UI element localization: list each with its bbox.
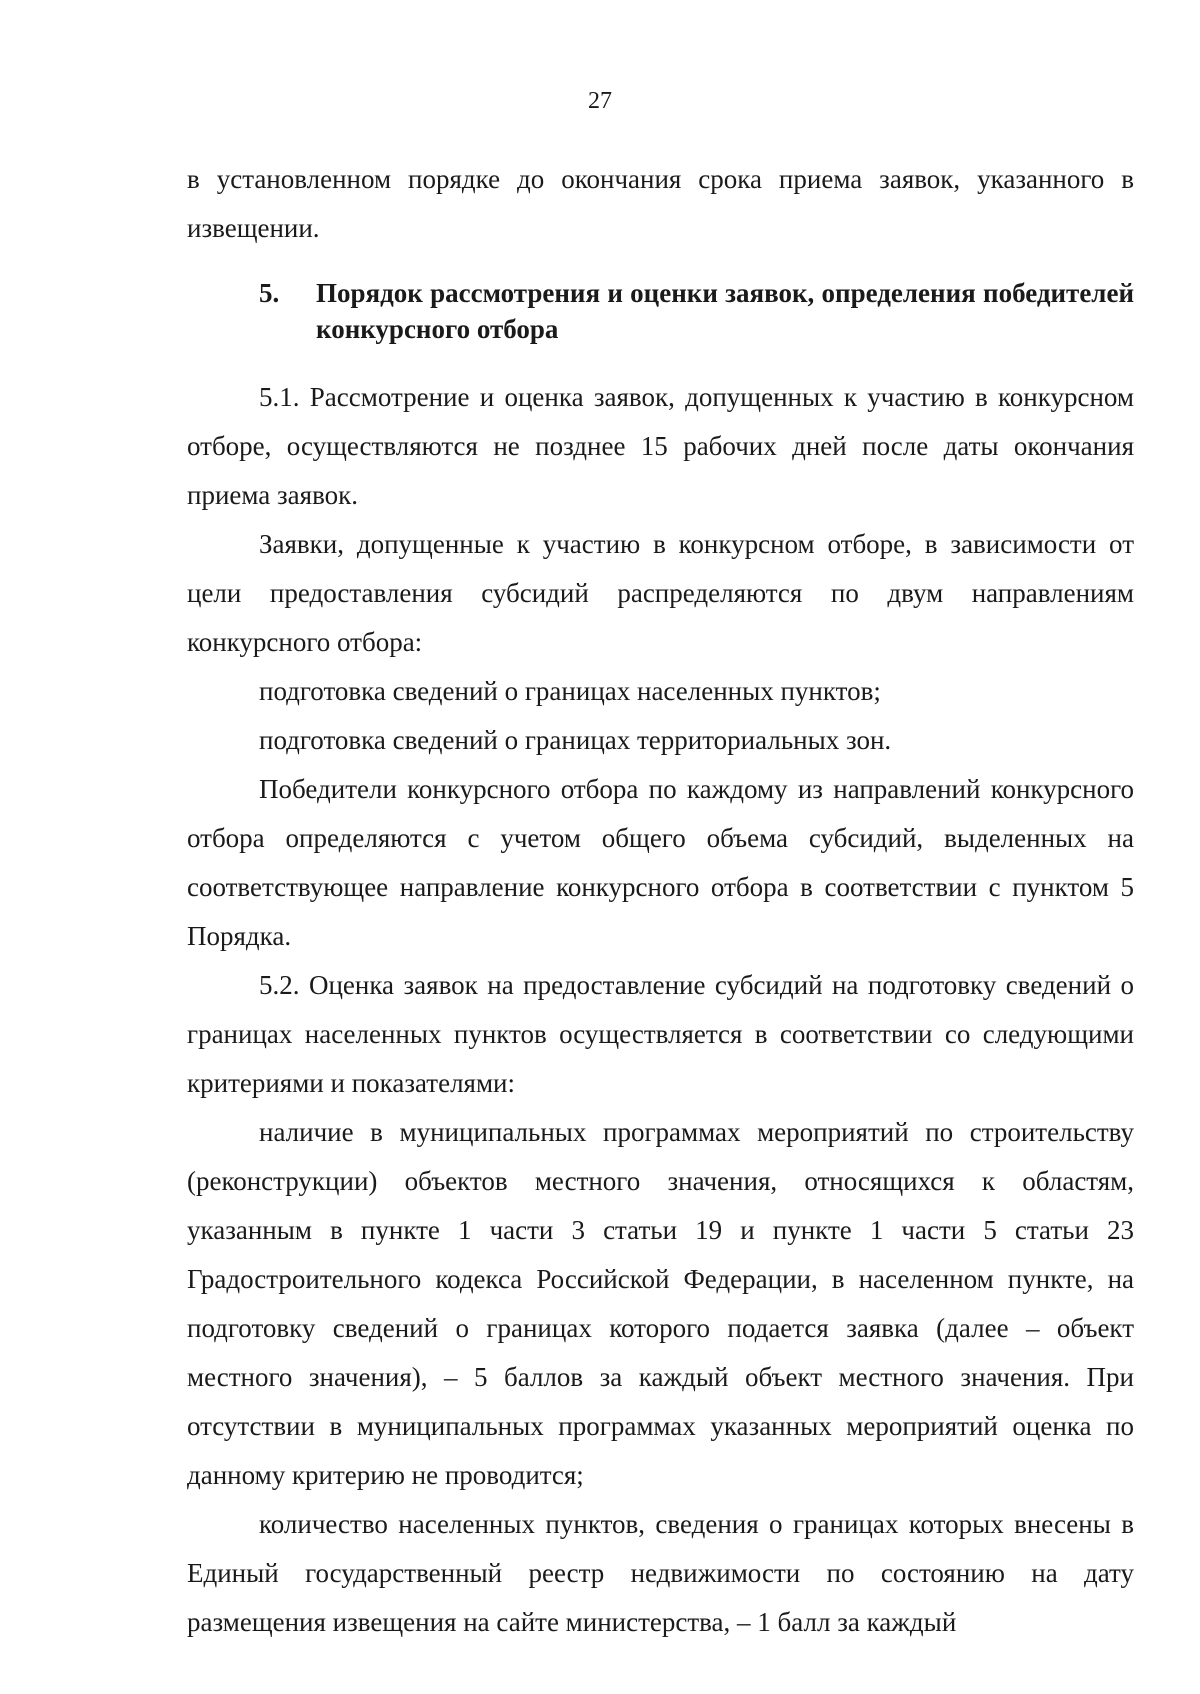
list-item-settlements: подготовка сведений о границах населенных пунктов; (259, 676, 881, 706)
list-item-territorial-zones: подготовка сведений о границах территориальных зон. (259, 725, 892, 755)
criterion-local-objects: наличие в муниципальных программах мероприятий по строительству (реконструкции) объектов местного значения, относящихся к областям, указанным в пункте 1 части 3 статьи 19 и пункте 1 части 5 статьи 23 Градостроительного кодекса Российской Федерации, в населенном пункте, на подготовку сведений о границах которого подается заявка (далее – объект местного значения), – 5 баллов за каждый объект местного значения. При отсутствии в муниципальных программах указанных мероприятий оценка по данному критерию не проводится; (187, 1117, 1134, 1490)
document-body (187, 155, 1134, 1647)
section-title: Порядок рассмотрения и оценки заявок, определения победителей конкурсного отбора (316, 278, 1134, 344)
page-number: 27 (588, 88, 612, 114)
paragraph-5-2: 5.2. Оценка заявок на предоставление субсидий на подготовку сведений о границах населенных пунктов осуществляется в соответствии со следующими критериями и показателями: (187, 970, 1134, 1098)
criterion-settlements-count: количество населенных пунктов, сведения о границах которых внесены в Единый государственный реестр недвижимости по состоянию на дату размещения извещения на сайте министерства, – 1 балл за каждый (187, 1509, 1134, 1637)
paragraph-winners: Победители конкурсного отбора по каждому из направлений конкурсного отбора определяются с учетом общего объема субсидий, выделенных на соответствующее направление конкурсного отбора в соответствии с пунктом 5 Порядка. (187, 774, 1134, 951)
paragraph-directions-intro: Заявки, допущенные к участию в конкурсном отборе, в зависимости от цели предоставления субсидий распределяются по двум направлениям конкурсного отбора: (187, 529, 1134, 657)
paragraph-5-1: 5.1. Рассмотрение и оценка заявок, допущенных к участию в конкурсном отборе, осуществляются не позднее 15 рабочих дней после даты окончания приема заявок. (187, 382, 1134, 510)
section-number: 5. (259, 278, 280, 308)
section-heading (187, 275, 1134, 347)
intro-paragraph: в установленном порядке до окончания срока приема заявок, указанного в извещении. (187, 164, 1134, 243)
